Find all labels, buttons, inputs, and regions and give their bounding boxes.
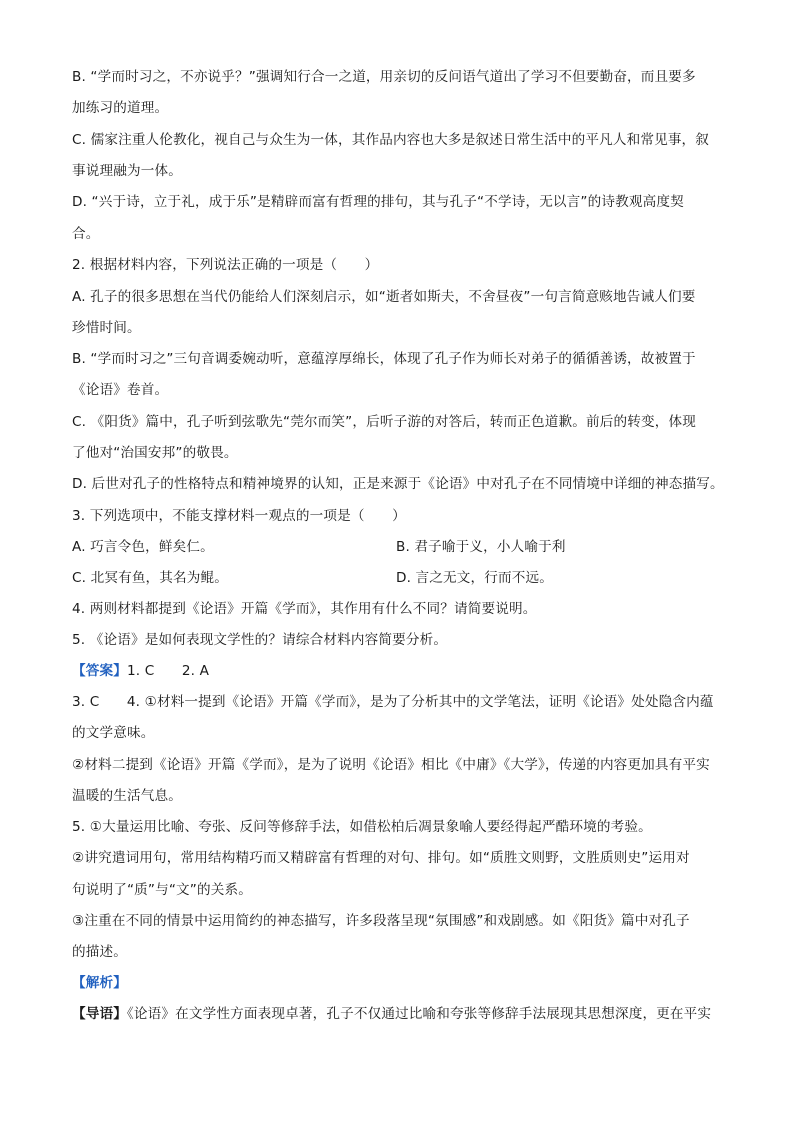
q3-option-c: C. 北冥有鱼，其名为鲲。: [72, 570, 229, 586]
text-line: B. “学而时习之，不亦说乎？”强调知行合一之道，用亲切的反问语气道出了学习不但要勤奋，而且要多: [72, 69, 696, 85]
answer-line: 3. C 4. ①材料一提到《论语》开篇《学而》，是为了分析其中的文学笔法，证明《论语》处处隐含内蕴: [72, 694, 714, 710]
answer-line: ②讲究遣词用句，常用结构精巧而又精辟富有哲理的对句、排句。如“质胜文则野，文胜质则史”运用对: [72, 850, 690, 866]
text-line: 事说理融为一体。: [72, 163, 182, 179]
answer-line: 的描述。: [72, 944, 127, 960]
answer-line: 的文学意味。: [72, 725, 155, 741]
text-line: D. “兴于诗，立于礼，成于乐”是精辟而富有哲理的排句，其与孔子“不学诗，无以言”的诗教观高度契: [72, 194, 684, 210]
text-line: 珍惜时间。: [72, 320, 141, 336]
text-line: D. 后世对孔子的性格特点和精神境界的认知，正是来源于《论语》中对孔子在不同情境中详细的神态描写。: [72, 476, 724, 492]
q3-option-d: D. 言之无文，行而不远。: [396, 570, 553, 586]
answer-tag: 【答案】: [72, 663, 127, 679]
analysis-heading: [72, 973, 732, 993]
answer-heading: [72, 661, 732, 681]
question-5: 5. 《论语》是如何表现文学性的？请综合材料内容简要分析。: [72, 632, 448, 648]
question-2: 2. 根据材料内容，下列说法正确的一项是（ ）: [72, 257, 379, 273]
text-line: 合。: [72, 226, 100, 242]
guide-paragraph: [72, 1004, 732, 1024]
q3-option-a: A. 巧言令色，鲜矣仁。: [72, 539, 214, 555]
text-line: 《论语》卷首。: [72, 382, 169, 398]
answer-first: 1. C 2. A: [126, 663, 210, 679]
text-line: A. 孔子的很多思想在当代仍能给人们深刻启示，如“逝者如斯夫，不舍昼夜”一句言简意赅地告诫人们要: [72, 289, 696, 305]
text-line: 加练习的道理。: [72, 100, 169, 116]
answer-line: ②材料二提到《论语》开篇《学而》，是为了说明《论语》相比《中庸》《大学》，传递的内容更加具有平实: [72, 757, 710, 773]
answer-line: ③注重在不同的情景中运用简约的神态描写，许多段落呈现“氛围感”和戏剧感。如《阳货》篇中对孔子: [72, 913, 690, 929]
q3-option-b: B. 君子喻于义，小人喻于利: [396, 539, 566, 555]
text-line: 了他对“治国安邦”的敬畏。: [72, 445, 238, 461]
answer-line: 句说明了“质”与“文”的关系。: [72, 882, 252, 898]
text-line: C. 儒家注重人伦教化，视自己与众生为一体，其作品内容也大多是叙述日常生活中的平凡人和常见事，叙: [72, 132, 710, 148]
answer-line: 温暖的生活气息。: [72, 788, 182, 804]
guide-tag: 【导语】: [72, 1006, 127, 1022]
guide-text: 《论语》在文学性方面表现卓著，孔子不仅通过比喻和夸张等修辞手法展现其思想深度，更在平实: [126, 1006, 712, 1022]
analysis-tag: 【解析】: [72, 975, 127, 991]
answer-line: 5. ①大量运用比喻、夸张、反问等修辞手法，如借松柏后凋景象喻人要经得起严酷环境的考验。: [72, 819, 652, 835]
question-4: 4. 两则材料都提到《论语》开篇《学而》，其作用有什么不同？请简要说明。: [72, 601, 537, 617]
text-line: B. “学而时习之”三句音调委婉动听，意蕴淳厚绵长，体现了孔子作为师长对弟子的循循善诱，故被置于: [72, 351, 696, 367]
text-line: C. 《阳货》篇中，孔子听到弦歌先“莞尔而笑”，后听子游的对答后，转而正色道歉。前后的转变，体现: [72, 414, 696, 430]
question-3: 3. 下列选项中，不能支撑材料一观点的一项是（ ）: [72, 508, 406, 524]
